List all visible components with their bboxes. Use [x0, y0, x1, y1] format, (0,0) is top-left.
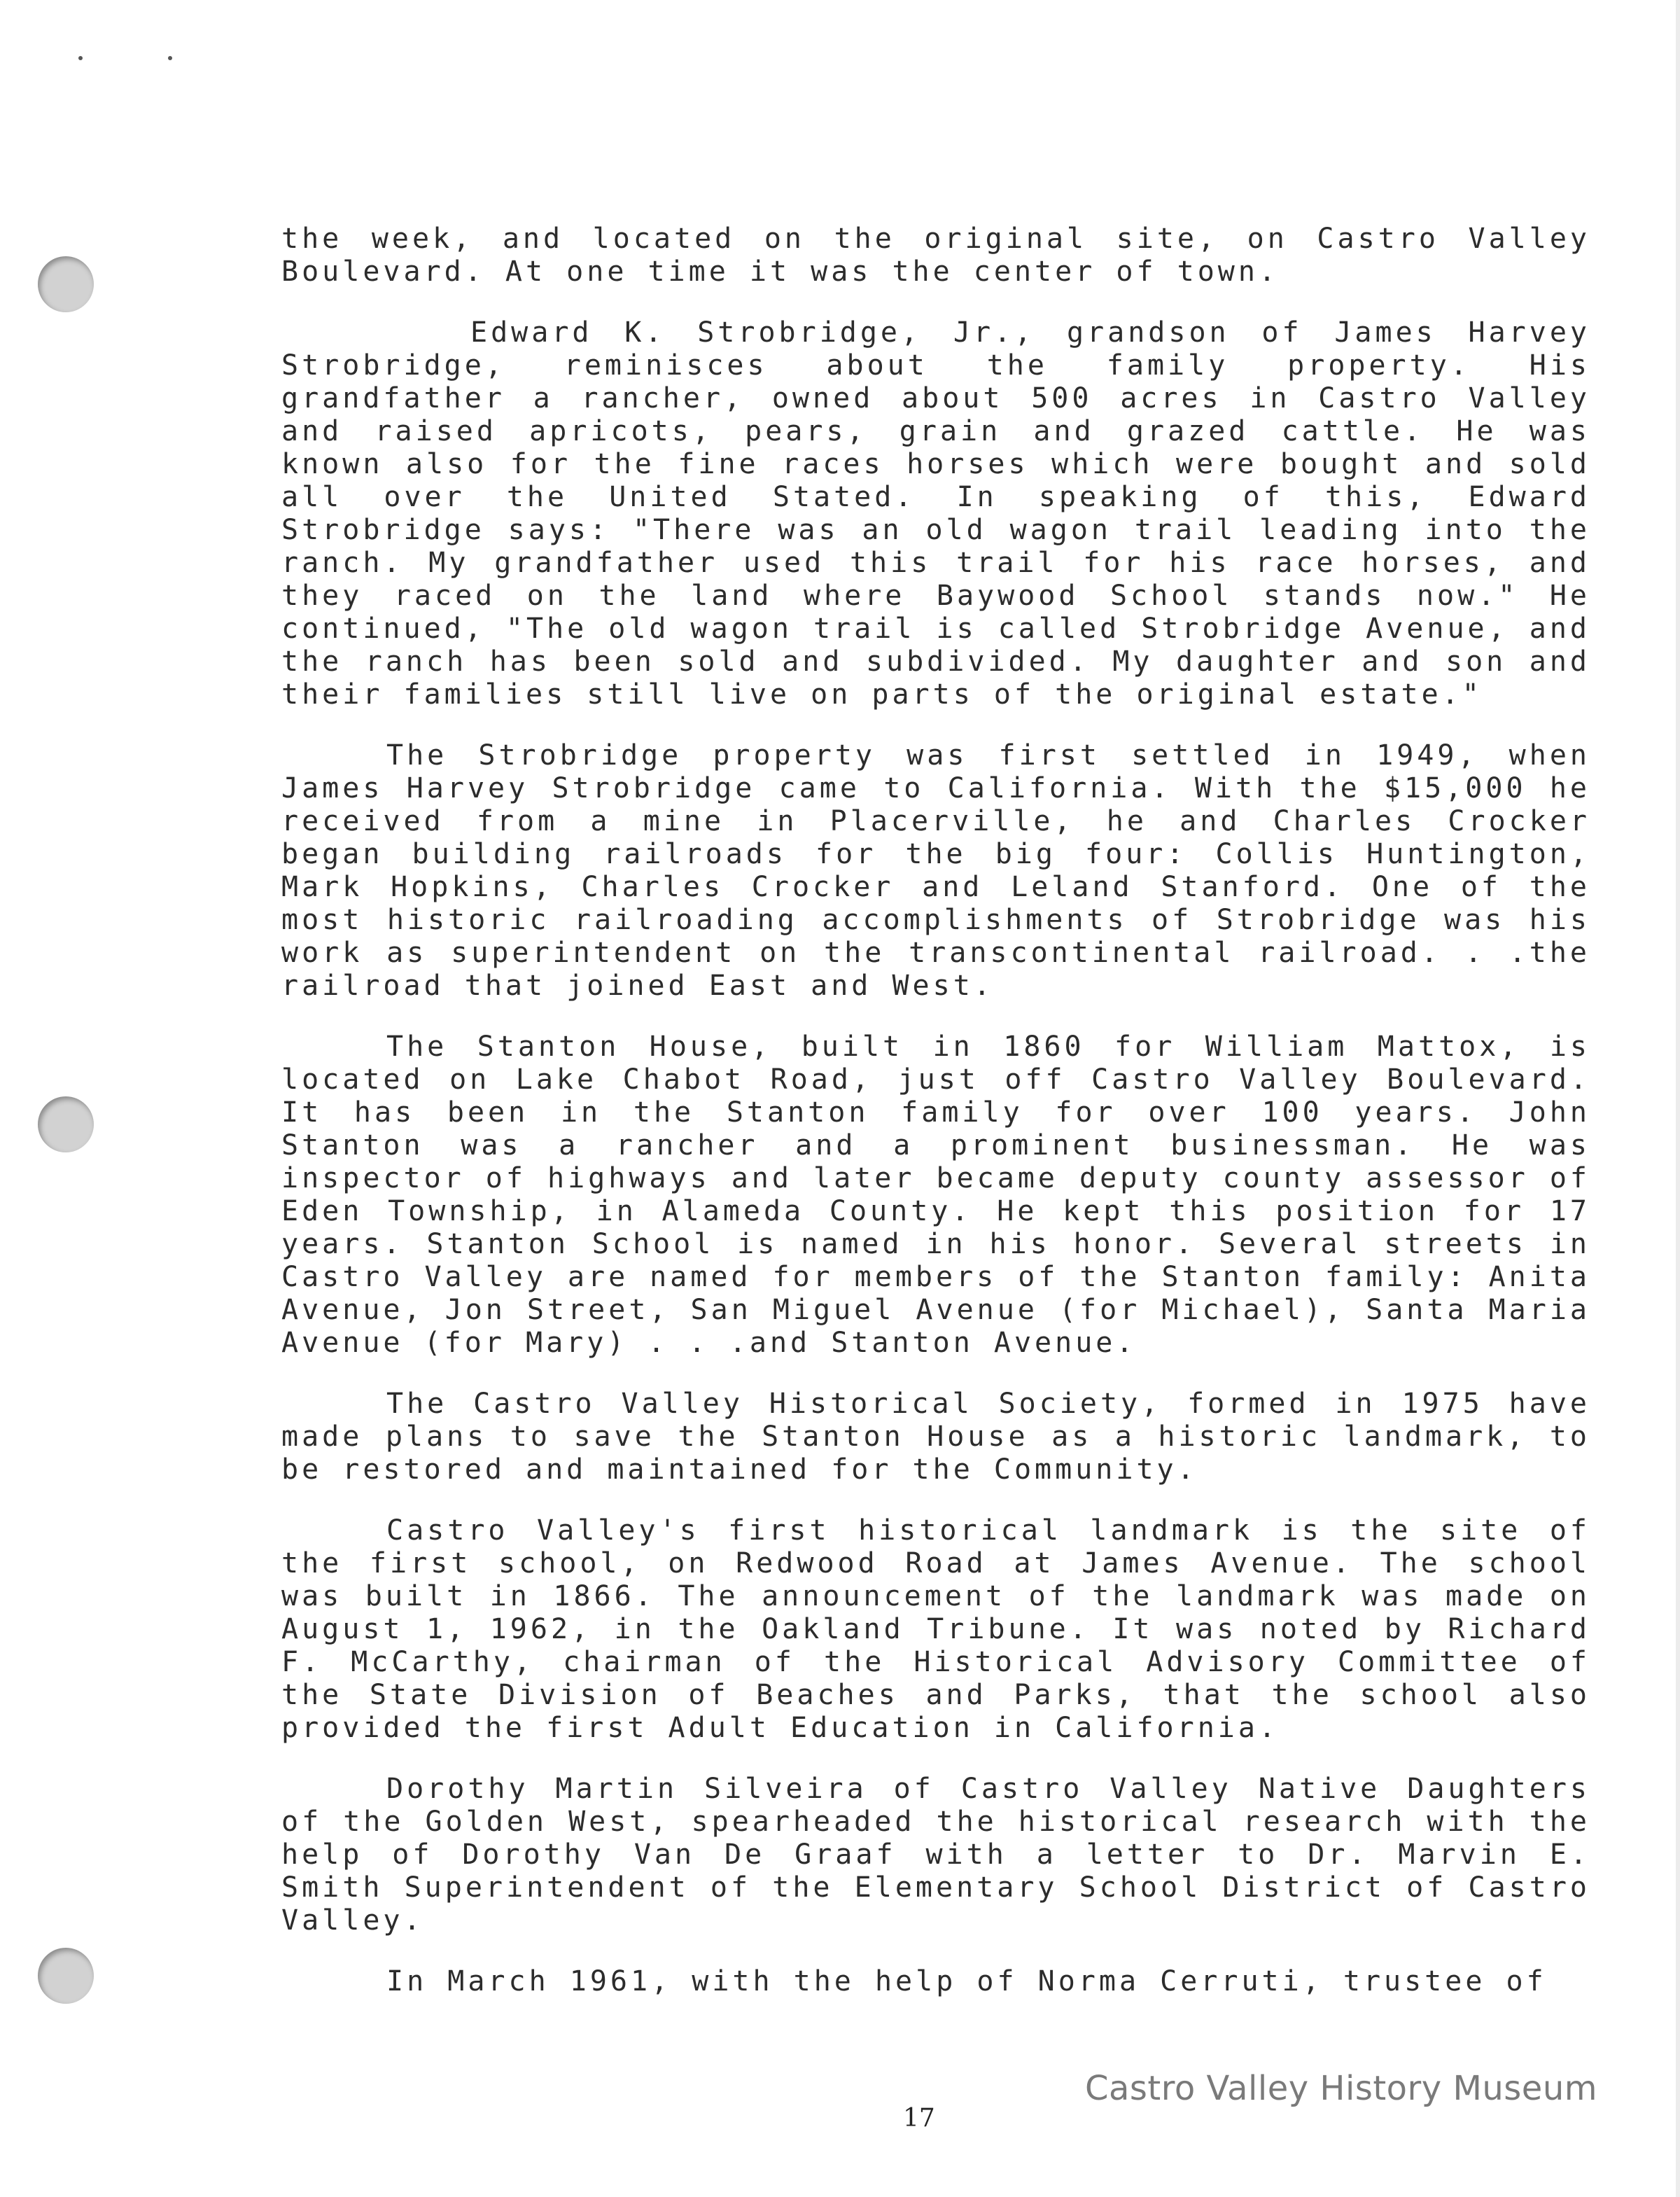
paragraph-strobridge-property: The Strobridge property was first settled in 1949, when James Harvey Strobridge came to California. With the $15,000 he received from a mine in Placerville, he and Charles Crocker began building railroads for the big four: Collis Huntington, Mark Hopkins, Charles Crocker and Leland Stanford. One of the most historic railroading accomplishments of Strobridge was his work as superintendent on the transcontinental railroad. . .the railroad that joined East and West.: [281, 739, 1590, 1002]
paragraph-first-landmark: Castro Valley's first historical landmark is the site of the first school, on Redwood Road at James Avenue. The school was built in 1866. The announcement of the landmark was made on August 1, 1962, in the Oakland Tribune. It was noted by Richard F. McCarthy, chairman of the Historical Advisory Committee of the State Division of Beaches and Parks, that the school also provided the first Adult Education in California.: [281, 1514, 1590, 1744]
speck: [168, 56, 172, 60]
punch-hole-top: [38, 256, 94, 312]
paragraph-stanton-house: The Stanton House, built in 1860 for William Mattox, is located on Lake Chabot Road, just off Castro Valley Boulevard. It has been in the Stanton family for over 100 years. John Stanton was a rancher and a prominent businessman. He was inspector of highways and later became deputy county assessor of Eden Township, in Alameda County. He kept this position for 17 years. Stanton School is named in his honor. Several streets in Castro Valley are named for members of the Stanton family: Anita Avenue, Jon Street, San Miguel Avenue (for Michael), Santa Maria Avenue (for Mary) . . .and Stanton Avenue.: [281, 1031, 1590, 1359]
speck: [78, 56, 83, 60]
paragraph-historical-society: The Castro Valley Historical Society, formed in 1975 have made plans to save the Stanton House as a historic landmark, to be restored and maintained for the Community.: [281, 1388, 1590, 1486]
paragraph-continuation: the week, and located on the original site, on Castro Valley Boulevard. At one time it was the center of town.: [281, 223, 1590, 288]
paragraph-dorothy-silveira: Dorothy Martin Silveira of Castro Valley Native Daughters of the Golden West, spearheaded the historical research with the help of Dorothy Van De Graaf with a letter to Dr. Marvin E. Smith Superintendent of the Elementary School District of Castro Valley.: [281, 1773, 1590, 1937]
paragraph-strobridge-reminisces: Edward K. Strobridge, Jr., grandson of James Harvey Strobridge, reminisces about the family property. His grandfather a rancher, owned about 500 acres in Castro Valley and raised apricots, pears, grain and grazed cattle. He was known also for the fine races horses which were bought and sold all over the United Stated. In speaking of this, Edward Strobridge says: "There was an old wagon trail leading into the ranch. My grandfather used this trail for his race horses, and they raced on the land where Baywood School stands now." He continued, "The old wagon trail is called Strobridge Avenue, and the ranch has been sold and subdivided. My daughter and son and their families still live on parts of the original estate.": [281, 316, 1590, 711]
paragraph-march-1961: In March 1961, with the help of Norma Cerruti, trustee of: [386, 1965, 1547, 1997]
page-number: 17: [903, 2104, 935, 2133]
watermark: Castro Valley History Museum: [1084, 2069, 1597, 2108]
document-body: [281, 223, 1590, 1998]
punch-hole-middle: [38, 1096, 94, 1152]
punch-hole-bottom: [38, 1948, 94, 2004]
